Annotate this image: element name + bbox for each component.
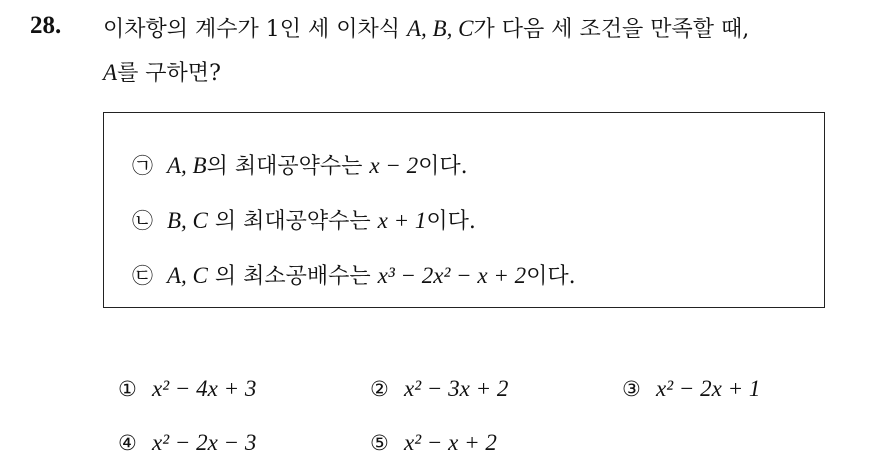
condition-1 <box>132 151 468 182</box>
question-stem-variables: A, B, C <box>407 16 474 41</box>
choice-expression: x² − 2x + 1 <box>656 376 761 401</box>
condition-variables: A, C <box>167 263 208 288</box>
condition-end: 이다. <box>426 209 476 234</box>
condition-expression: x − 2 <box>369 153 419 178</box>
condition-end: 이다. <box>526 264 576 289</box>
condition-marker: ㉡ <box>132 209 153 233</box>
question-stem-line1 <box>103 14 749 45</box>
choice-expression: x² − x + 2 <box>404 430 497 455</box>
question-stem-end: 가 다음 세 조건을 만족할 때, <box>473 17 750 42</box>
condition-expression: x + 1 <box>377 208 427 233</box>
condition-expression: x³ − 2x² − x + 2 <box>377 263 527 288</box>
question-stem-line2 <box>103 58 221 89</box>
choice-4[interactable] <box>118 428 256 458</box>
choice-1[interactable] <box>118 374 256 404</box>
condition-2 <box>132 206 476 237</box>
condition-text: 의 최대공약수는 <box>207 209 378 234</box>
question-target-variable: A <box>103 60 118 85</box>
condition-marker: ㉠ <box>132 154 153 178</box>
choice-2[interactable] <box>370 374 508 404</box>
condition-box <box>103 112 825 308</box>
choice-expression: x² − 4x + 3 <box>152 376 257 401</box>
condition-marker: ㉢ <box>132 264 153 288</box>
condition-3 <box>132 261 576 292</box>
choice-marker: ① <box>118 377 137 401</box>
condition-text: 의 최소공배수는 <box>207 264 378 289</box>
choice-marker: ② <box>370 377 389 401</box>
choice-marker: ⑤ <box>370 431 389 455</box>
question-number: 28. <box>30 12 62 39</box>
choice-3[interactable] <box>622 374 760 404</box>
choice-expression: x² − 2x − 3 <box>152 430 257 455</box>
condition-variables: B, C <box>167 208 208 233</box>
choice-expression: x² − 3x + 2 <box>404 376 509 401</box>
choice-marker: ③ <box>622 377 641 401</box>
question-ask-text: 를 구하면? <box>117 61 221 86</box>
choice-marker: ④ <box>118 431 137 455</box>
condition-variables: A, B <box>167 153 207 178</box>
choice-5[interactable] <box>370 428 497 458</box>
condition-text: 의 최대공약수는 <box>206 154 370 179</box>
condition-end: 이다. <box>418 154 468 179</box>
question-stem-text: 이차항의 계수가 1인 세 이차식 <box>103 17 407 42</box>
